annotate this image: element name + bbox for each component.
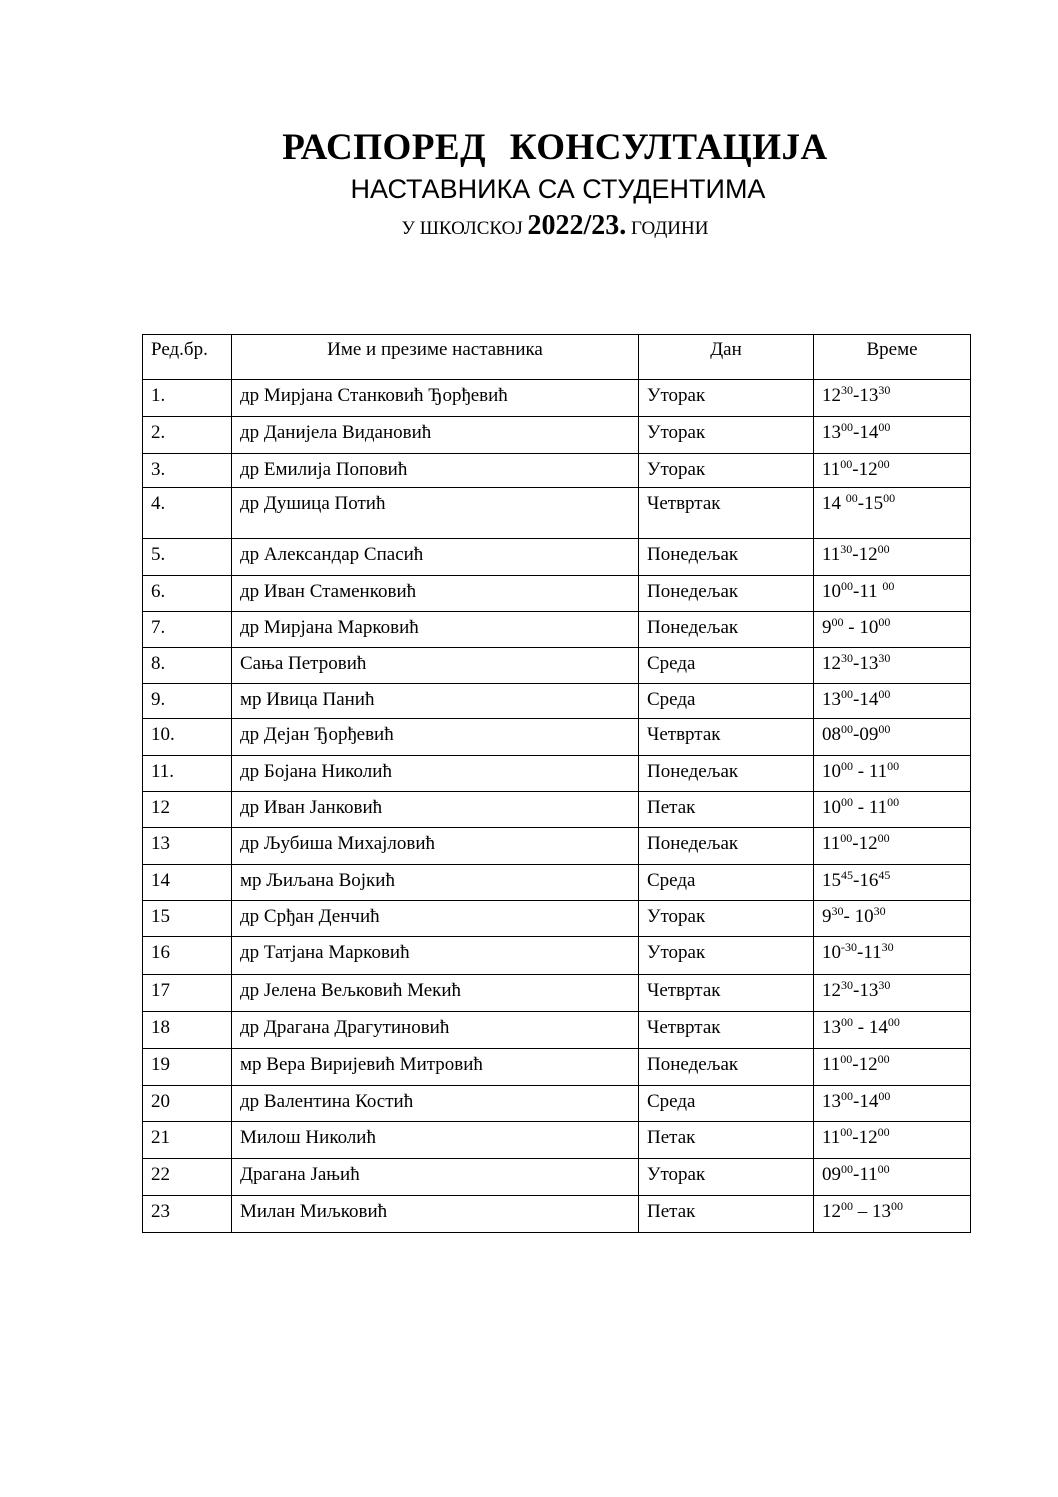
time-hour: -13 [853,653,879,674]
teacher-name-cell: Милан Миљковић [232,1196,639,1233]
time-hour: 13 [822,689,841,710]
row-number-cell: 17 [143,975,232,1012]
time-cell [814,417,971,454]
row-number-cell: 22 [143,1159,232,1196]
table-row [143,576,971,612]
table-row [143,792,971,828]
time-hour: 08 [822,724,841,745]
time-hour: -11 [853,1164,878,1185]
column-header-time: Време [814,335,971,380]
row-number-cell: 7. [143,612,232,648]
time-hour: 11 [822,544,841,565]
document-title: РАСПОРЕД КОНСУЛТАЦИЈА [282,127,828,168]
time-cell [814,1159,971,1196]
table-row [143,684,971,719]
time-minutes: 00 [887,759,900,773]
time-hour: 13 [822,1017,841,1038]
teacher-name-cell: мр Вера Виријевић Митровић [232,1049,639,1086]
teacher-name-cell: др Иван Јанковић [232,792,639,828]
row-number-cell: 18 [143,1012,232,1049]
time-hour: - 10 [843,906,874,927]
row-number-cell: 12 [143,792,232,828]
time-cell [814,1049,971,1086]
day-cell: Уторак [639,1159,814,1196]
time-minutes: 00 [891,1199,903,1213]
row-number-cell: 16 [143,937,232,975]
time-hour: -13 [853,980,879,1001]
table-row [143,1012,971,1049]
time-hour: 9 [822,617,832,638]
teacher-name-cell: Милош Николић [232,1122,639,1159]
table-row [143,937,971,975]
day-cell: Среда [639,684,814,719]
table-row [143,1196,971,1233]
time-hour: -14 [853,689,879,710]
teacher-name-cell: др Мирјана Станковић Ђорђевић [232,380,639,417]
time-hour: -13 [853,385,879,406]
time-minutes: 45 [841,868,853,882]
time-hour: 12 [822,1201,841,1222]
time-cell [814,539,971,576]
row-number-cell: 10. [143,719,232,756]
time-minutes: 00 [887,1015,900,1029]
row-number-cell: 21 [143,1122,232,1159]
time-minutes: 00 [841,1015,853,1029]
day-cell: Понедељак [639,1049,814,1086]
table-row [143,828,971,865]
time-minutes: 00 [877,457,890,471]
table-row [143,1049,971,1086]
day-cell: Понедељак [639,576,814,612]
time-hour: -09 [853,724,879,745]
time-hour: -12 [852,544,878,565]
time-minutes: 00 [840,1125,853,1139]
time-minutes: 00 [841,1162,853,1176]
time-hour: -16 [853,870,879,891]
school-year: 2022/23. [527,210,627,241]
time-cell [814,937,971,975]
day-cell: Уторак [639,417,814,454]
time-cell [814,975,971,1012]
time-hour: 14 [822,493,846,514]
time-minutes: 00 [841,795,853,809]
time-hour: -11 [857,942,882,963]
time-minutes: 00 [877,1162,890,1176]
day-cell: Уторак [639,380,814,417]
time-hour: 10 [822,942,841,963]
time-cell [814,1086,971,1122]
time-hour: 10 [822,761,841,782]
column-header-name: Име и презиме наставника [232,335,639,380]
row-number-cell: 13 [143,828,232,865]
time-hour: 12 [822,653,841,674]
time-hour: 12 [822,980,841,1001]
time-minutes: 30 [840,542,853,556]
time-hour: -11 [853,581,883,602]
time-cell [814,865,971,901]
time-hour: 11 [822,833,841,854]
teacher-name-cell: др Душица Потић [232,488,639,539]
time-minutes: 00 [841,420,853,434]
table-row [143,865,971,901]
day-cell: Четвртак [639,488,814,539]
table-row [143,488,971,539]
row-number-cell: 2. [143,417,232,454]
consultation-schedule-table [142,334,971,1233]
row-number-cell: 23 [143,1196,232,1233]
time-hour: 11 [822,1127,841,1148]
time-minutes: 30 [841,978,853,992]
table-row [143,454,971,488]
time-minutes: 00 [877,831,890,845]
time-hour: 13 [822,422,841,443]
teacher-name-cell: Драгана Јањић [232,1159,639,1196]
time-hour: 10 [822,797,841,818]
row-number-cell: 9. [143,684,232,719]
time-hour: -12 [852,833,878,854]
time-cell [814,719,971,756]
table-row [143,380,971,417]
teacher-name-cell: Сања Петровић [232,648,639,684]
time-hour: – 13 [853,1201,891,1222]
time-minutes: 00 [878,1089,891,1103]
teacher-name-cell: др Валентина Костић [232,1086,639,1122]
time-hour: -14 [853,1091,879,1112]
day-cell: Понедељак [639,828,814,865]
row-number-cell: 4. [143,488,232,539]
teacher-name-cell: др Татјана Марковић [232,937,639,975]
day-cell: Четвртак [639,1012,814,1049]
time-minutes: 30 [881,940,894,954]
row-number-cell: 19 [143,1049,232,1086]
time-minutes: 45 [878,868,891,882]
time-minutes: 00 [877,1052,890,1066]
row-number-cell: 8. [143,648,232,684]
day-cell: Петак [639,1122,814,1159]
time-minutes: 00 [877,1125,890,1139]
table-row [143,1159,971,1196]
time-hour: 11 [822,1054,841,1075]
day-cell: Петак [639,792,814,828]
column-header-number: Ред.бр. [143,335,232,380]
column-header-day: Дан [639,335,814,380]
table-row [143,539,971,576]
time-minutes: 00 [845,491,858,505]
day-cell: Уторак [639,454,814,488]
time-minutes: 30 [831,904,844,918]
time-minutes: 00 [878,687,891,701]
time-minutes: 00 [840,831,853,845]
time-minutes: 00 [878,722,891,736]
teacher-name-cell: др Бојана Николић [232,756,639,792]
time-minutes: 30 [878,651,891,665]
table-row [143,975,971,1012]
table-row [143,756,971,792]
time-cell [814,1196,971,1233]
row-number-cell: 6. [143,576,232,612]
time-hour: 13 [822,1091,841,1112]
time-cell [814,488,971,539]
teacher-name-cell: др Срђан Денчић [232,901,639,937]
time-minutes: -30 [841,940,857,954]
time-cell [814,380,971,417]
time-hour: 10 [822,581,841,602]
year-prefix: У ШКОЛСКОЈ [401,218,528,239]
table-row [143,648,971,684]
row-number-cell: 5. [143,539,232,576]
time-cell [814,828,971,865]
time-minutes: 00 [841,687,853,701]
time-cell [814,1122,971,1159]
time-hour: 09 [822,1164,841,1185]
time-hour: - 14 [853,1017,888,1038]
day-cell: Четвртак [639,719,814,756]
time-minutes: 00 [831,615,844,629]
day-cell: Петак [639,1196,814,1233]
time-minutes: 30 [873,904,886,918]
document-subtitle: НАСТАВНИКА СА СТУДЕНТИМА [350,174,766,204]
time-hour: -12 [852,1127,878,1148]
time-minutes: 30 [841,383,853,397]
table-header-row [143,335,971,380]
time-hour: 9 [822,906,832,927]
time-minutes: 00 [877,542,890,556]
time-cell [814,576,971,612]
time-minutes: 00 [841,1199,853,1213]
time-hour: - 11 [853,797,888,818]
time-hour: -12 [852,1054,878,1075]
table-row [143,1122,971,1159]
teacher-name-cell: др Александар Спасић [232,539,639,576]
time-cell [814,756,971,792]
row-number-cell: 1. [143,380,232,417]
teacher-name-cell: др Мирјана Марковић [232,612,639,648]
teacher-name-cell: др Љубиша Михајловић [232,828,639,865]
time-hour: 11 [822,459,841,480]
time-hour: 15 [822,870,841,891]
day-cell: Уторак [639,901,814,937]
table-row [143,719,971,756]
table-row [143,417,971,454]
row-number-cell: 20 [143,1086,232,1122]
time-cell [814,901,971,937]
time-minutes: 00 [841,722,853,736]
row-number-cell: 14 [143,865,232,901]
day-cell: Среда [639,865,814,901]
day-cell: Понедељак [639,539,814,576]
time-cell [814,648,971,684]
teacher-name-cell: мр Љиљана Војкић [232,865,639,901]
time-minutes: 00 [840,457,853,471]
time-minutes: 00 [841,759,853,773]
time-cell [814,454,971,488]
table-row [143,901,971,937]
row-number-cell: 3. [143,454,232,488]
time-minutes: 00 [878,615,891,629]
time-cell [814,684,971,719]
time-hour: - 11 [853,761,888,782]
time-cell [814,1012,971,1049]
day-cell: Среда [639,1086,814,1122]
time-minutes: 30 [878,383,891,397]
time-minutes: 30 [841,651,853,665]
time-hour: -15 [857,493,884,514]
day-cell: Среда [639,648,814,684]
day-cell: Понедељак [639,756,814,792]
row-number-cell: 15 [143,901,232,937]
time-hour: -12 [852,459,878,480]
time-hour: -14 [853,422,879,443]
time-hour: 12 [822,385,841,406]
time-minutes: 00 [882,579,895,593]
day-cell: Уторак [639,937,814,975]
time-cell [814,792,971,828]
time-minutes: 00 [887,795,900,809]
table-row [143,1086,971,1122]
time-minutes: 00 [840,1052,853,1066]
day-cell: Четвртак [639,975,814,1012]
row-number-cell: 11. [143,756,232,792]
teacher-name-cell: др Јелена Вељковић Мекић [232,975,639,1012]
school-year-line [0,210,1058,242]
time-minutes: 00 [841,579,853,593]
teacher-name-cell: др Дејан Ђорђевић [232,719,639,756]
teacher-name-cell: мр Ивица Панић [232,684,639,719]
time-minutes: 30 [878,978,891,992]
table-row [143,612,971,648]
teacher-name-cell: др Драгана Драгутиновић [232,1012,639,1049]
teacher-name-cell: др Иван Стаменковић [232,576,639,612]
time-hour: - 10 [843,617,879,638]
teacher-name-cell: др Емилија Поповић [232,454,639,488]
teacher-name-cell: др Данијела Видановић [232,417,639,454]
time-cell [814,612,971,648]
day-cell: Понедељак [639,612,814,648]
time-minutes: 00 [883,491,896,505]
year-suffix: ГОДИНИ [626,218,709,239]
time-minutes: 00 [841,1089,853,1103]
time-minutes: 00 [878,420,891,434]
